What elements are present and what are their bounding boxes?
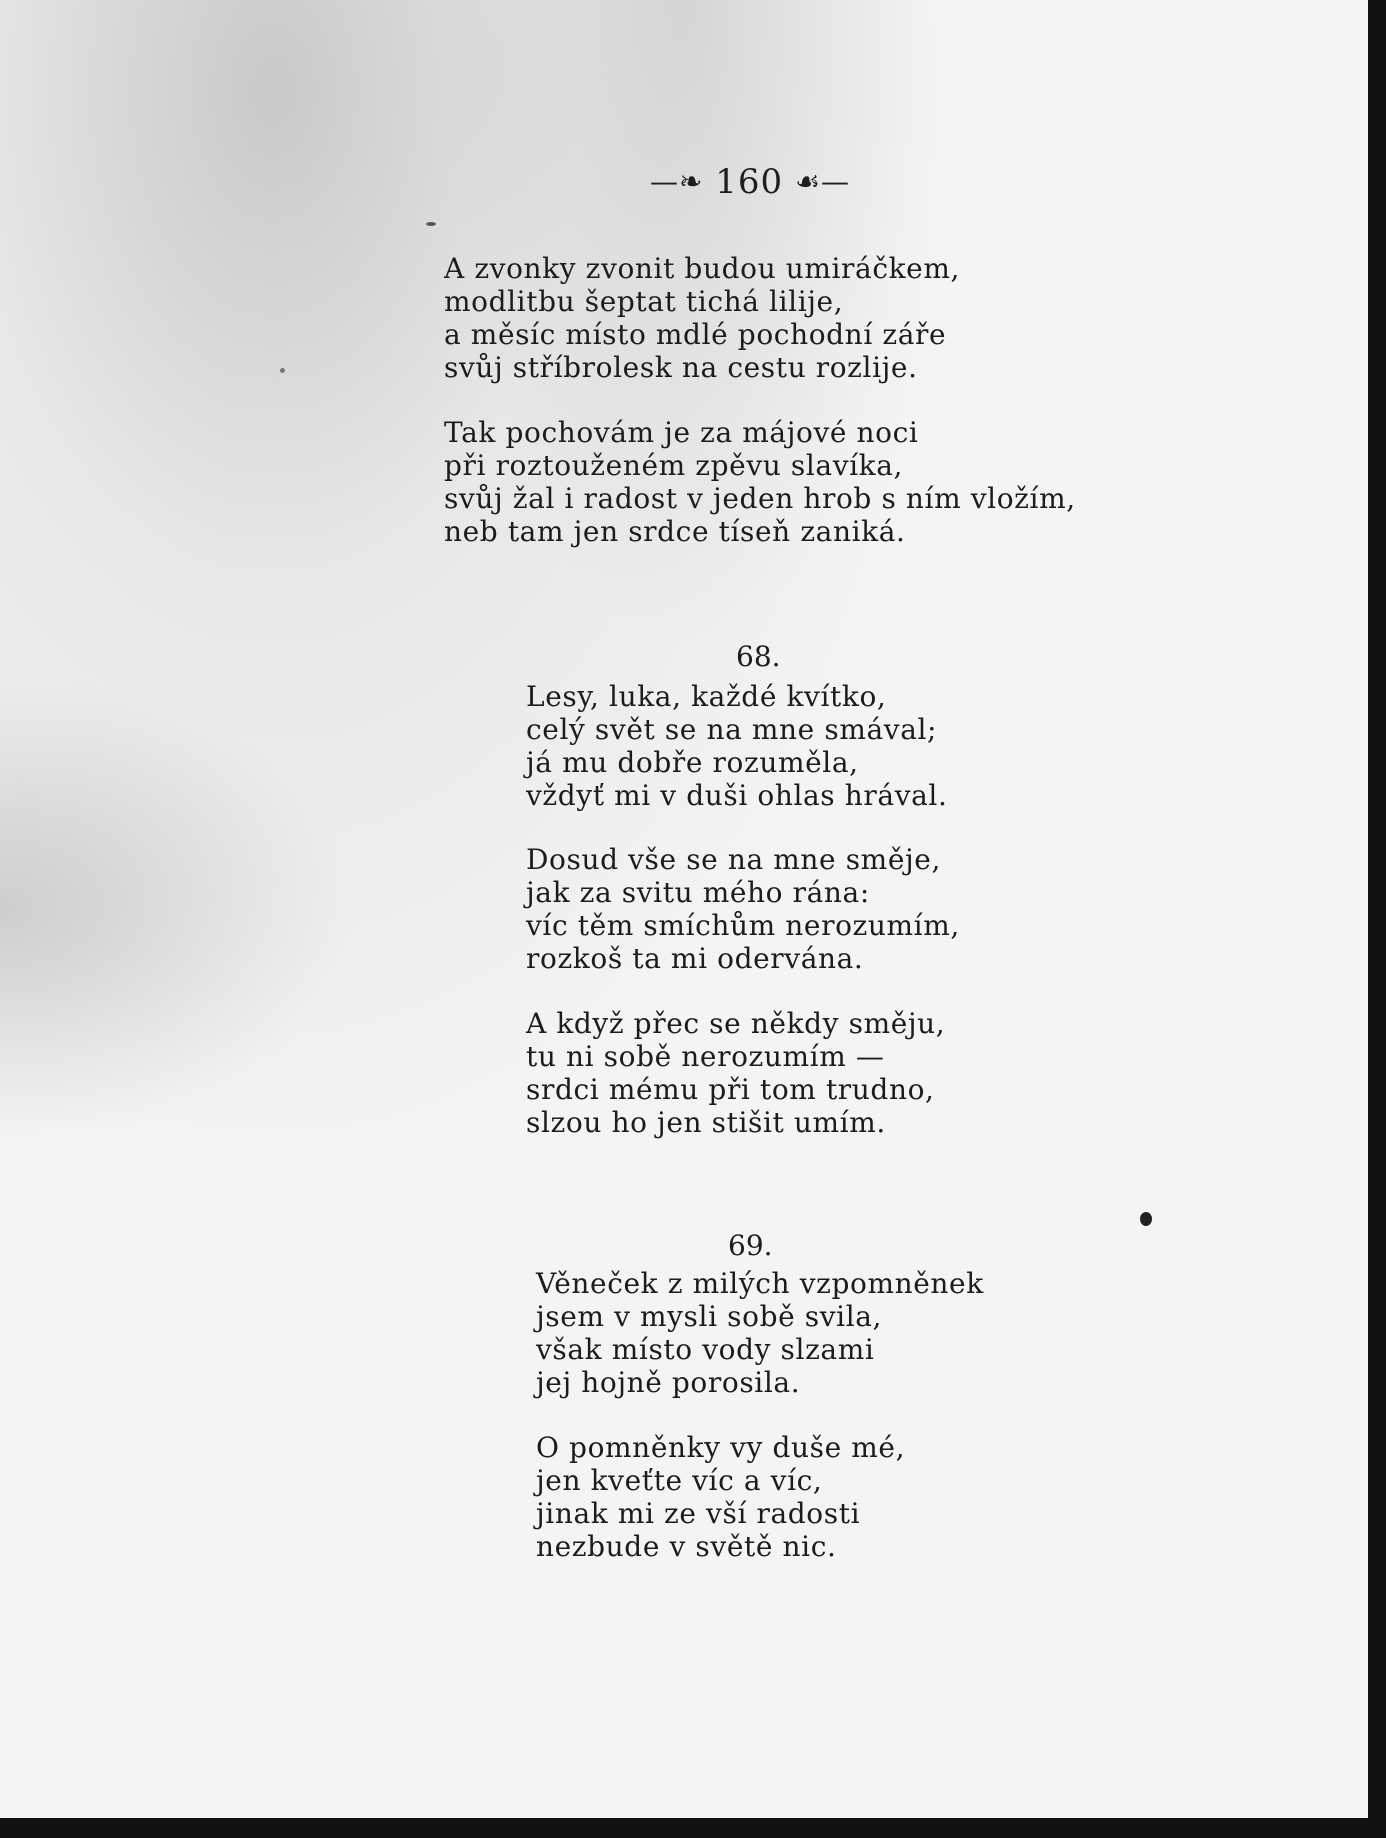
verse-line: a měsíc místo mdlé pochodní záře (444, 318, 947, 351)
ornament-right: ☙— (794, 165, 851, 198)
verse-line: víc těm smíchům nerozumím, (526, 909, 960, 942)
verse-line: vždyť mi v duši ohlas hrával. (526, 779, 948, 812)
poem-number-68: 68. (736, 640, 781, 673)
poem-number-69: 69. (728, 1229, 773, 1262)
verse-line: Tak pochovám je za májové noci (444, 416, 919, 449)
verse-line: Dosud vše se na mne směje, (526, 843, 941, 876)
poem-68-stanza-2 (526, 843, 960, 975)
poem-69-stanza-2 (536, 1431, 905, 1563)
poem-69-stanza-1 (536, 1267, 984, 1399)
continuation-stanza-2 (444, 416, 1076, 548)
ornament-left: —❧ (649, 165, 704, 198)
verse-line: slzou ho jen stišit umím. (526, 1106, 886, 1139)
verse-line: Věneček z milých vzpomněnek (536, 1267, 984, 1300)
verse-line: jak za svitu mého rána: (526, 876, 870, 909)
ink-speck (426, 222, 436, 226)
poem-68-stanza-1 (526, 680, 947, 812)
scan-edge-right (1368, 0, 1386, 1838)
verse-line: jsem v mysli sobě svila, (536, 1300, 883, 1333)
verse-line: nezbude v světě nic. (536, 1530, 837, 1563)
ink-speck (1140, 1212, 1152, 1226)
verse-line: A když přec se někdy směju, (526, 1007, 946, 1040)
poem-68-stanza-3 (526, 1007, 945, 1139)
verse-line: modlitbu šeptat tichá lilije, (444, 285, 844, 318)
verse-line: A zvonky zvonit budou umiráčkem, (444, 252, 960, 285)
page-number-value: 160 (715, 162, 784, 202)
verse-line: neb tam jen srdce tíseň zaniká. (444, 515, 906, 548)
ink-speck (280, 368, 285, 373)
page-number (630, 162, 870, 202)
verse-line: jen kveťte víc a víc, (536, 1464, 823, 1497)
verse-line: Lesy, luka, každé kvítko, (526, 680, 887, 713)
scan-edge-bottom (0, 1818, 1386, 1838)
verse-line: srdci mému při tom trudno, (526, 1073, 935, 1106)
continuation-stanza-1 (444, 252, 960, 384)
verse-line: svůj stříbrolesk na cestu rozlije. (444, 351, 918, 384)
verse-line: při roztouženém zpěvu slavíka, (444, 449, 904, 482)
verse-line: jej hojně porosila. (536, 1366, 801, 1399)
verse-line: já mu dobře rozuměla, (526, 746, 859, 779)
verse-line: tu ni sobě nerozumím — (526, 1040, 885, 1073)
verse-line: svůj žal i radost v jeden hrob s ním vložím, (444, 482, 1076, 515)
verse-line: jinak mi ze vší radosti (536, 1497, 861, 1530)
verse-line: O pomněnky vy duše mé, (536, 1431, 906, 1464)
verse-line: rozkoš ta mi odervána. (526, 942, 864, 975)
verse-line: celý svět se na mne smával; (526, 713, 938, 746)
verse-line: však místo vody slzami (536, 1333, 875, 1366)
